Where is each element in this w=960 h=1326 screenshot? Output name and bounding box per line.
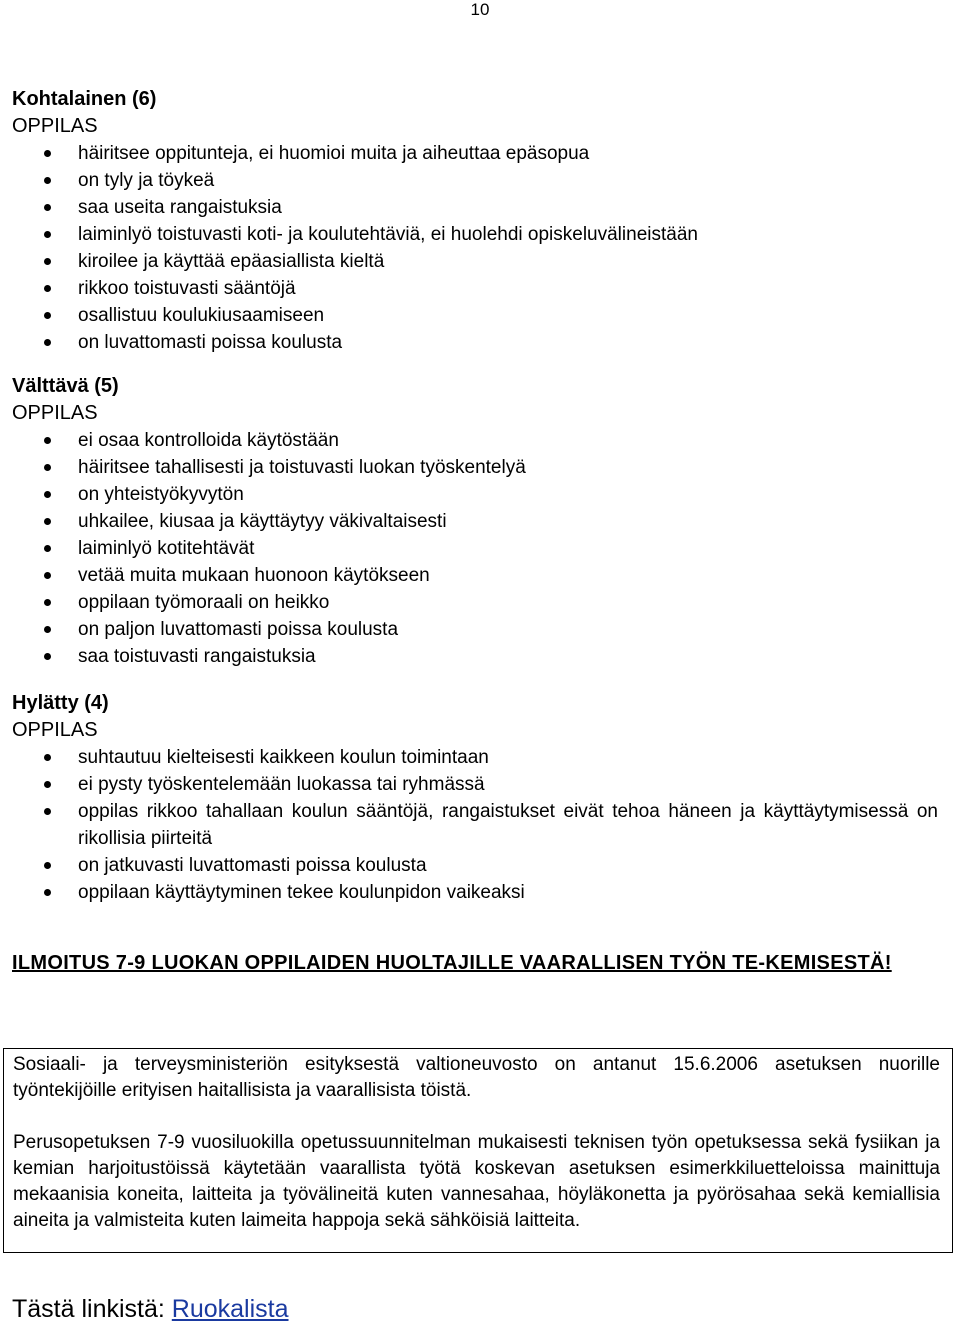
- list-item: laiminlyö kotitehtävät: [12, 535, 938, 562]
- bullet-icon: [44, 285, 51, 292]
- list-item: saa useita rangaistuksia: [12, 194, 938, 221]
- list-item: on luvattomasti poissa koulusta: [12, 329, 938, 356]
- list-item: vetää muita mukaan huonoon käytökseen: [12, 562, 938, 589]
- list-item: rikkoo toistuvasti sääntöjä: [12, 275, 938, 302]
- list-item: häiritsee tahallisesti ja toistuvasti luokan työskentelyä: [12, 454, 938, 481]
- list-item: on paljon luvattomasti poissa koulusta: [12, 616, 938, 643]
- list-item: oppilaan käyttäytyminen tekee koulunpidon vaikeaksi: [12, 879, 938, 906]
- info-paragraph-2: Perusopetuksen 7-9 vuosiluokilla opetussuunnitelman mukaisesti teknisen työn opetuksessa sekä fysiikan ja kemian harjoitustöissä käytetään vaarallista työtä koskevan asetuksen esimerkkiluetteloissa mainittuja mekaanisia koneita, laitteita ja työvälineitä kuten vannesahaa, höyläkonetta ja pyörösahaa sekä kemiallisia aineita ja valmisteita kuten laimeita happoja sekä sähköisiä laitteita.: [13, 1132, 940, 1231]
- info-box: [3, 1048, 953, 1253]
- bullet-icon: [44, 518, 51, 525]
- bullet-icon: [44, 204, 51, 211]
- bullet-icon: [44, 177, 51, 184]
- bullet-icon: [44, 889, 51, 896]
- bullet-icon: [44, 150, 51, 157]
- list-item: uhkailee, kiusaa ja käyttäytyy väkivaltaisesti: [12, 508, 938, 535]
- section-subtitle: OPPILAS: [12, 719, 98, 741]
- section-subtitle: OPPILAS: [12, 402, 98, 424]
- bullet-icon: [44, 754, 51, 761]
- ruokalista-link[interactable]: Ruokalista: [171, 1295, 289, 1323]
- section-title: Hylätty (4): [12, 692, 109, 714]
- grade-section-hylatty: [12, 690, 938, 906]
- grade-section-valttava: [12, 373, 932, 670]
- list-item: osallistuu koulukiusaamiseen: [12, 302, 938, 329]
- criteria-list: [12, 140, 932, 356]
- list-item: saa toistuvasti rangaistuksia: [12, 643, 938, 670]
- bullet-icon: [44, 339, 51, 346]
- section-subtitle: OPPILAS: [12, 115, 98, 137]
- grade-section-kohtalainen: [12, 86, 932, 356]
- list-item: laiminlyö toistuvasti koti- ja koulutehtäviä, ei huolehdi opiskeluvälineistään: [12, 221, 938, 248]
- list-item: häiritsee oppitunteja, ei huomioi muita ja aiheuttaa epäsopua: [12, 140, 938, 167]
- list-item: oppilas rikkoo tahallaan koulun sääntöjä, rangaistukset eivät tehoa häneen ja käyttäytymisessä on rikollisia piirteitä: [12, 798, 938, 852]
- bullet-icon: [44, 312, 51, 319]
- bullet-icon: [44, 599, 51, 606]
- list-item: on tyly ja töykeä: [12, 167, 938, 194]
- bullet-icon: [44, 572, 51, 579]
- criteria-list: [12, 427, 932, 670]
- bullet-icon: [44, 781, 51, 788]
- bullet-icon: [44, 862, 51, 869]
- link-line: [12, 1293, 289, 1325]
- list-item: on yhteistyökyvytön: [12, 481, 938, 508]
- info-paragraph-1: Sosiaali- ja terveysministeriön esityksestä valtioneuvosto on antanut 15.6.2006 asetuksen nuorille työntekijöille erityisen haitallisista ja vaarallisista töistä.: [13, 1054, 940, 1101]
- bullet-icon: [44, 437, 51, 444]
- page-number: 10: [470, 0, 490, 19]
- bullet-icon: [44, 231, 51, 238]
- bullet-icon: [44, 653, 51, 660]
- list-item: on jatkuvasti luvattomasti poissa koulusta: [12, 852, 938, 879]
- section-title: Välttävä (5): [12, 375, 119, 397]
- list-item: suhtautuu kielteisesti kaikkeen koulun toimintaan: [12, 744, 938, 771]
- list-item: ei osaa kontrolloida käytöstään: [12, 427, 938, 454]
- link-prefix: Tästä linkistä:: [12, 1295, 172, 1323]
- list-item: oppilaan työmoraali on heikko: [12, 589, 938, 616]
- bullet-icon: [44, 545, 51, 552]
- notice-heading: ILMOITUS 7-9 LUOKAN OPPILAIDEN HUOLTAJILLE VAARALLISEN TYÖN TE-KEMISESTÄ!: [12, 952, 892, 974]
- section-title: Kohtalainen (6): [12, 88, 157, 110]
- criteria-list: [12, 744, 938, 906]
- list-item: kiroilee ja käyttää epäasiallista kieltä: [12, 248, 938, 275]
- bullet-icon: [44, 491, 51, 498]
- bullet-icon: [44, 626, 51, 633]
- bullet-icon: [44, 464, 51, 471]
- bullet-icon: [44, 258, 51, 265]
- bullet-icon: [44, 808, 51, 815]
- list-item: ei pysty työskentelemään luokassa tai ryhmässä: [12, 771, 938, 798]
